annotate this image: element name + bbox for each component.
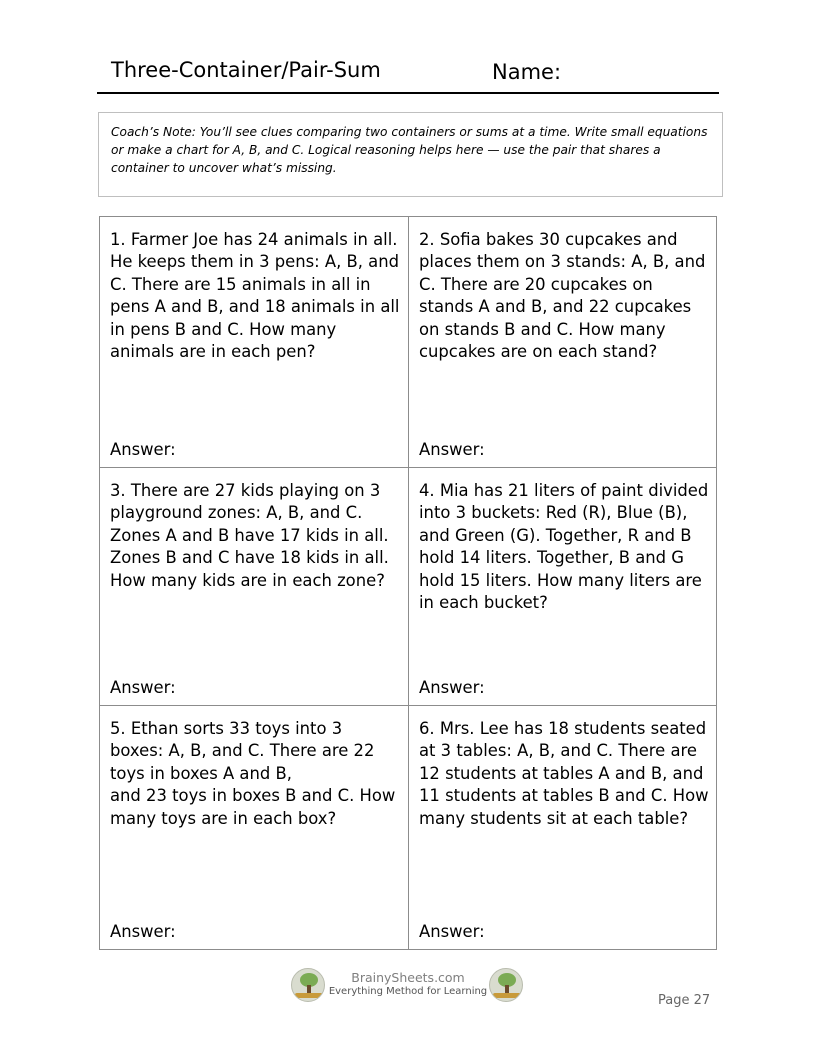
problem-cell-3	[100, 468, 409, 706]
site-name: BrainySheets.com	[351, 970, 465, 985]
brand-logo-icon	[489, 968, 523, 1002]
problem-cell-5	[100, 706, 409, 949]
answer-label: Answer:	[419, 922, 485, 941]
coach-note: Coach’s Note: You’ll see clues comparing two containers or sums at a time. Write small equations or make a chart for A, B, and C. Logical reasoning helps here — use the pair that shares a container to uncover what’s missing.	[98, 112, 723, 197]
site-tagline: Everything Method for Learning	[328, 986, 488, 997]
answer-label: Answer:	[110, 678, 176, 697]
answer-label: Answer:	[110, 922, 176, 941]
problem-text: 3. There are 27 kids playing on 3 playground zones: A, B, and C. Zones A and B have 17 kids in all. Zones B and C have 18 kids in all. How many kids are in each zone?	[110, 481, 389, 590]
problem-cell-1	[100, 217, 409, 468]
name-label: Name:	[492, 60, 562, 84]
answer-label: Answer:	[419, 440, 485, 459]
page-footer	[0, 965, 816, 1025]
answer-label: Answer:	[419, 678, 485, 697]
problem-text: 6. Mrs. Lee has 18 students seated at 3 tables: A, B, and C. There are 12 students at tables A and B, and 11 students at tables B and C. How many students sit at each table?	[419, 719, 709, 828]
problem-cell-6	[409, 706, 716, 949]
page-number: Page 27	[658, 993, 711, 1008]
problem-text: 4. Mia has 21 liters of paint divided into 3 buckets: Red (R), Blue (B), and Green (G). Together, R and B hold 14 liters. Together, B and G hold 15 liters. How many liters are in each bucket?	[419, 481, 709, 613]
problem-text: 2. Sofia bakes 30 cupcakes and places them on 3 stands: A, B, and C. There are 20 cupcakes on stands A and B, and 22 cupcakes on stands B and C. How many cupcakes are on each stand?	[419, 230, 706, 362]
worksheet-title: Three-Container/Pair-Sum	[111, 58, 381, 82]
worksheet-header	[97, 52, 719, 94]
problem-text: 5. Ethan sorts 33 toys into 3 boxes: A, B, and C. There are 22 toys in boxes A and B, and 23 toys in boxes B and C. How many toys are in each box?	[110, 719, 396, 828]
problem-text: 1. Farmer Joe has 24 animals in all. He keeps them in 3 pens: A, B, and C. There are 15 animals in all in pens A and B, and 18 animals in all in pens B and C. How many animals are in each pen?	[110, 230, 400, 362]
answer-label: Answer:	[110, 440, 176, 459]
problem-cell-4	[409, 468, 716, 706]
problem-cell-2	[409, 217, 716, 468]
problem-grid	[99, 216, 717, 950]
